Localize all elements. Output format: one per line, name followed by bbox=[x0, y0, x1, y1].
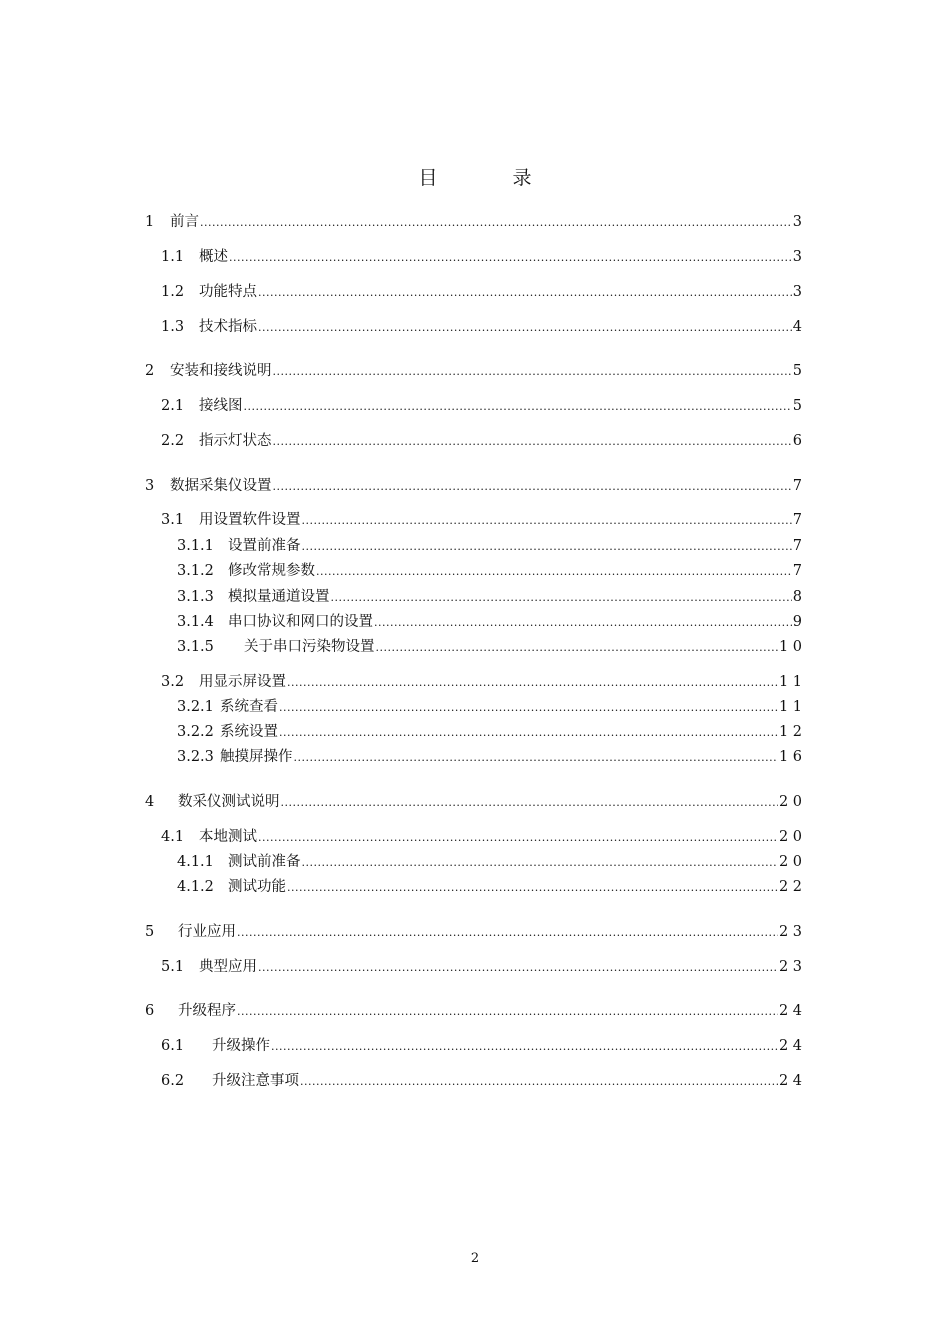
toc-leader-dots bbox=[302, 536, 792, 556]
toc-entry-page: 7 bbox=[792, 563, 802, 579]
toc-entry-label: 功能特点 bbox=[199, 284, 257, 300]
toc-entry-page: 2 2 bbox=[778, 879, 802, 895]
toc-entry-page: 7 bbox=[792, 538, 802, 554]
toc-leader-dots bbox=[287, 877, 778, 897]
toc-entry-label: 升级程序 bbox=[178, 1003, 236, 1019]
toc-entry-3-1[interactable] bbox=[161, 510, 802, 530]
toc-entry-3-1-2[interactable] bbox=[177, 561, 802, 581]
toc-entry-number: 6 bbox=[145, 1003, 155, 1019]
toc-entry-number: 1.2 bbox=[161, 284, 185, 300]
toc-entry-number: 3.2 bbox=[161, 674, 185, 690]
toc-leader-dots bbox=[279, 722, 778, 742]
toc-entry-label: 模拟量通道设置 bbox=[228, 589, 330, 605]
toc-entry-2-1[interactable] bbox=[161, 396, 802, 416]
toc-leader-dots bbox=[300, 1071, 778, 1091]
toc-leader-dots bbox=[273, 361, 792, 381]
toc-leader-dots bbox=[273, 476, 792, 496]
toc-entry-3-1-1[interactable] bbox=[177, 536, 802, 556]
toc-entry-label: 测试前准备 bbox=[228, 854, 301, 870]
toc-entry-label: 指示灯状态 bbox=[199, 433, 272, 449]
toc-entry-4-1[interactable] bbox=[161, 827, 802, 847]
toc-entry-label: 系统设置 bbox=[220, 724, 278, 740]
toc-leader-dots bbox=[331, 587, 792, 607]
toc-entry-page: 9 bbox=[792, 614, 802, 630]
toc-leader-dots bbox=[258, 282, 792, 302]
toc-entry-5[interactable] bbox=[145, 922, 802, 942]
toc-entry-label: 行业应用 bbox=[178, 924, 236, 940]
toc-entry-page: 5 bbox=[792, 363, 802, 379]
toc-entry-6[interactable] bbox=[145, 1001, 802, 1021]
toc-entry-page: 2 4 bbox=[778, 1073, 802, 1089]
toc-entry-page: 2 4 bbox=[778, 1003, 802, 1019]
toc-entry-number: 4.1.2 bbox=[177, 879, 214, 895]
toc-entry-3-2-2[interactable] bbox=[177, 722, 802, 742]
toc-entry-number: 4 bbox=[145, 794, 155, 810]
toc-entry-label: 概述 bbox=[199, 249, 228, 265]
toc-entry-4-1-2[interactable] bbox=[177, 877, 802, 897]
toc-entry-number: 5 bbox=[145, 924, 155, 940]
toc-entry-label: 升级操作 bbox=[212, 1038, 270, 1054]
toc-entry-label: 本地测试 bbox=[199, 829, 257, 845]
toc-leader-dots bbox=[258, 317, 792, 337]
toc-leader-dots bbox=[374, 612, 792, 632]
toc-entry-label: 典型应用 bbox=[199, 959, 257, 975]
toc-leader-dots bbox=[258, 827, 778, 847]
toc-entry-page: 2 0 bbox=[778, 854, 802, 870]
toc-entry-label: 测试功能 bbox=[228, 879, 286, 895]
toc-entry-number: 6.1 bbox=[161, 1038, 185, 1054]
toc-entry-number: 2.1 bbox=[161, 398, 185, 414]
toc-entry-number: 2.2 bbox=[161, 433, 185, 449]
toc-entry-number: 3.2.2 bbox=[177, 724, 214, 740]
toc-entry-number: 3.1.2 bbox=[177, 563, 214, 579]
toc-entry-label: 技术指标 bbox=[199, 319, 257, 335]
toc-leader-dots bbox=[237, 1001, 778, 1021]
toc-entry-number: 3.1.3 bbox=[177, 589, 214, 605]
toc-entry-6-1[interactable] bbox=[161, 1036, 802, 1056]
toc-entry-page: 8 bbox=[792, 589, 802, 605]
toc-entry-3-2-3[interactable] bbox=[177, 747, 802, 767]
toc-entry-3-1-5[interactable] bbox=[177, 637, 802, 657]
toc-entry-page: 7 bbox=[792, 512, 802, 528]
toc-entry-page: 2 0 bbox=[778, 829, 802, 845]
toc-entry-3-2[interactable] bbox=[161, 672, 802, 692]
toc-entry-3-1-3[interactable] bbox=[177, 587, 802, 607]
toc-entry-label: 用设置软件设置 bbox=[199, 512, 301, 528]
toc-entry-page: 7 bbox=[792, 478, 802, 494]
toc-entry-page: 1 1 bbox=[778, 674, 802, 690]
toc-leader-dots bbox=[237, 922, 778, 942]
toc-entry-page: 2 4 bbox=[778, 1038, 802, 1054]
toc-entry-number: 1.3 bbox=[161, 319, 185, 335]
toc-entry-2[interactable] bbox=[145, 361, 802, 381]
toc-entry-number: 3.1.1 bbox=[177, 538, 214, 554]
toc-entry-page: 2 0 bbox=[778, 794, 802, 810]
toc-leader-dots bbox=[294, 747, 778, 767]
toc-entry-page: 1 0 bbox=[778, 639, 802, 655]
toc-entry-page: 3 bbox=[792, 249, 802, 265]
toc-entry-1-2[interactable] bbox=[161, 282, 802, 302]
toc-leader-dots bbox=[279, 697, 778, 717]
toc-entry-page: 1 1 bbox=[778, 699, 802, 715]
toc-entry-4[interactable] bbox=[145, 792, 802, 812]
toc-entry-label: 触摸屏操作 bbox=[220, 749, 293, 765]
toc-entry-1[interactable] bbox=[145, 212, 802, 232]
toc-entry-number: 3.1 bbox=[161, 512, 185, 528]
toc-entry-label: 设置前准备 bbox=[228, 538, 301, 554]
toc-entry-3[interactable] bbox=[145, 476, 802, 496]
toc-entry-page: 1 2 bbox=[778, 724, 802, 740]
toc-entry-page: 1 6 bbox=[778, 749, 802, 765]
toc-leader-dots bbox=[287, 672, 778, 692]
toc-entry-page: 4 bbox=[792, 319, 802, 335]
toc-entry-page: 3 bbox=[792, 284, 802, 300]
toc-entry-label: 修改常规参数 bbox=[228, 563, 315, 579]
toc-entry-page: 2 3 bbox=[778, 924, 802, 940]
toc-entry-5-1[interactable] bbox=[161, 957, 802, 977]
toc-entry-label: 关于串口污染物设置 bbox=[244, 639, 375, 655]
toc-entry-label: 接线图 bbox=[199, 398, 243, 414]
toc-entry-2-2[interactable] bbox=[161, 431, 802, 451]
toc-entry-3-1-4[interactable] bbox=[177, 612, 802, 632]
toc-entry-number: 3.2.1 bbox=[177, 699, 214, 715]
page-number: 2 bbox=[470, 1251, 480, 1266]
toc-entry-label: 数采仪测试说明 bbox=[178, 794, 280, 810]
toc-title: 目 录 bbox=[418, 167, 560, 189]
toc-entry-1-3[interactable] bbox=[161, 317, 802, 337]
toc-leader-dots bbox=[258, 957, 778, 977]
toc-leader-dots bbox=[376, 637, 778, 657]
toc-entry-6-2[interactable] bbox=[161, 1071, 802, 1091]
toc-entry-label: 数据采集仪设置 bbox=[170, 478, 272, 494]
toc-entry-4-1-1[interactable] bbox=[177, 852, 802, 872]
toc-entry-3-2-1[interactable] bbox=[177, 697, 802, 717]
toc-leader-dots bbox=[316, 561, 792, 581]
toc-entry-label: 用显示屏设置 bbox=[199, 674, 286, 690]
toc-entry-number: 2 bbox=[145, 363, 155, 379]
toc-entry-number: 3.1.5 bbox=[177, 639, 214, 655]
toc-leader-dots bbox=[244, 396, 792, 416]
toc-entry-label: 安装和接线说明 bbox=[170, 363, 272, 379]
toc-entry-number: 6.2 bbox=[161, 1073, 185, 1089]
toc-entry-number: 4.1.1 bbox=[177, 854, 214, 870]
toc-entry-label: 系统查看 bbox=[220, 699, 278, 715]
toc-entry-label: 串口协议和网口的设置 bbox=[228, 614, 373, 630]
toc-entry-page: 6 bbox=[792, 433, 802, 449]
toc-entry-number: 1.1 bbox=[161, 249, 185, 265]
toc-leader-dots bbox=[273, 431, 792, 451]
toc-entry-number: 4.1 bbox=[161, 829, 185, 845]
toc-leader-dots bbox=[200, 212, 792, 232]
toc-entry-number: 1 bbox=[145, 214, 155, 230]
toc-leader-dots bbox=[281, 792, 778, 812]
toc-entry-1-1[interactable] bbox=[161, 247, 802, 267]
toc-entry-label: 升级注意事项 bbox=[212, 1073, 299, 1089]
toc-leader-dots bbox=[229, 247, 792, 267]
toc-entry-number: 3.2.3 bbox=[177, 749, 214, 765]
toc-entry-label: 前言 bbox=[170, 214, 199, 230]
toc-leader-dots bbox=[302, 852, 778, 872]
toc-entry-number: 3 bbox=[145, 478, 155, 494]
toc-entry-page: 3 bbox=[792, 214, 802, 230]
toc-entry-number: 5.1 bbox=[161, 959, 185, 975]
toc-leader-dots bbox=[271, 1036, 778, 1056]
toc-leader-dots bbox=[302, 510, 792, 530]
toc-entry-number: 3.1.4 bbox=[177, 614, 214, 630]
toc-entry-page: 2 3 bbox=[778, 959, 802, 975]
toc-entry-page: 5 bbox=[792, 398, 802, 414]
